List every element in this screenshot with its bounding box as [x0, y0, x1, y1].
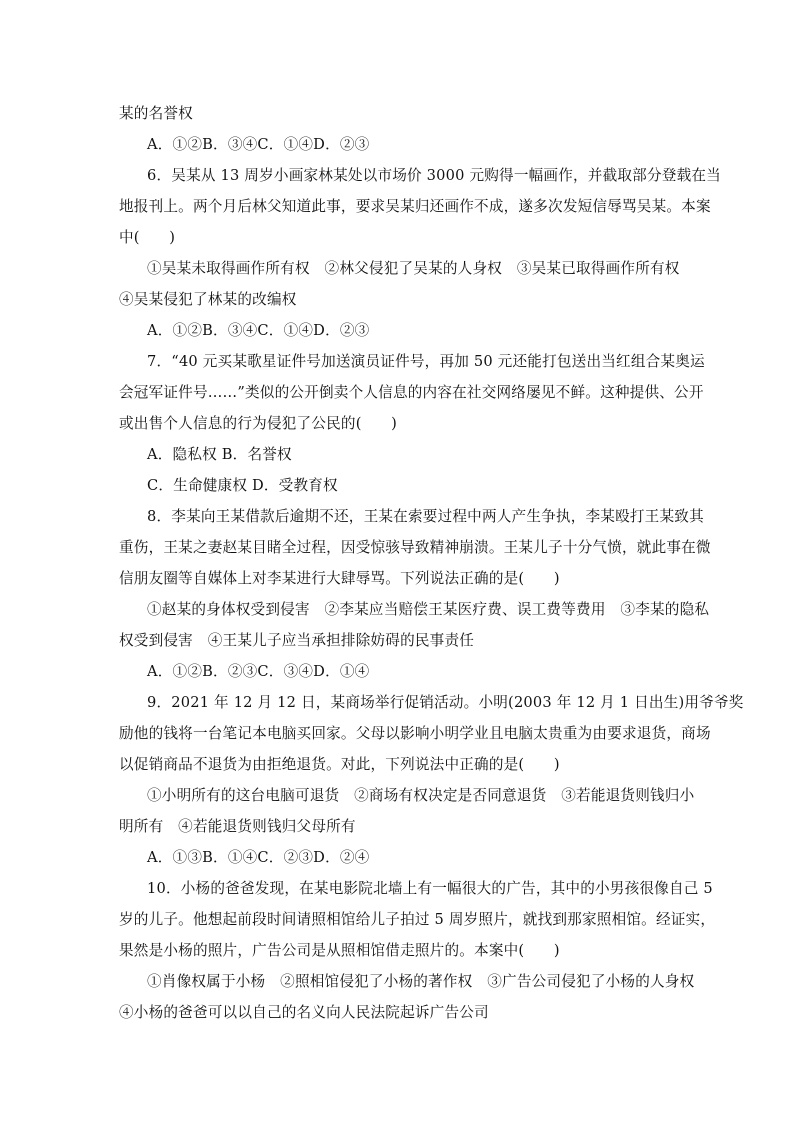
text-line: 或出售个人信息的行为侵犯了公民的( ) [119, 415, 398, 432]
text-line: 重伤，王某之妻赵某目睹全过程，因受惊骇导致精神崩溃。王某儿子十分气愤，就此事在微 [119, 539, 711, 556]
statement-line: 明所有 ④若能退货则钱归父母所有 [119, 818, 356, 835]
question-7: 7．“40 元买某歌星证件号加送演员证件号，再加 50 元还能打包送出当红组合某奥运 [147, 353, 705, 370]
text-line: 中( ) [119, 229, 176, 246]
text-line: 果然是小杨的照片，广告公司是从照相馆借走照片的。本案中( ) [119, 942, 560, 959]
statement-line: ①赵某的身体权受到侵害 ②李某应当赔偿王某医疗费、误工费等费用 ③李某的隐私 [147, 601, 710, 618]
statement-line: ④小杨的爸爸可以以自己的名义向人民法院起诉广告公司 [119, 1004, 489, 1021]
answer-options: A．①③B．①④C．②③D．②④ [147, 849, 370, 866]
text-line: 某的名誉权 [119, 105, 193, 122]
answer-options: C．生命健康权 D．受教育权 [147, 477, 338, 494]
text-line: 励他的钱将一台笔记本电脑买回家。父母以影响小明学业且电脑太贵重为由要求退货，商场 [119, 725, 711, 742]
statement-line: ①吴某未取得画作所有权 ②林父侵犯了吴某的人身权 ③吴某已取得画作所有权 [147, 260, 680, 277]
statement-line: 权受到侵害 ④王某儿子应当承担排除妨碍的民事责任 [119, 632, 475, 649]
statement-line: ④吴某侵犯了林某的改编权 [119, 291, 297, 308]
text-line: 信朋友圈等自媒体上对李某进行大肆辱骂。下列说法正确的是( ) [119, 570, 560, 587]
text-line: 岁的儿子。他想起前段时间请照相馆给儿子拍过 5 周岁照片，就找到那家照相馆。经证实， [119, 911, 716, 928]
statement-line: ①肖像权属于小杨 ②照相馆侵犯了小杨的著作权 ③广告公司侵犯了小杨的人身权 [147, 973, 695, 990]
text-line: 以促销商品不退货为由拒绝退货。对此，下列说法中正确的是( ) [119, 756, 560, 773]
question-9: 9．2021 年 12 月 12 日，某商场举行促销活动。小明(2003 年 12 月 1 日出生)用爷爷奖 [147, 694, 744, 711]
answer-options: A．隐私权 B．名誉权 [147, 446, 292, 463]
question-10: 10．小杨的爸爸发现，在某电影院北墙上有一幅很大的广告，其中的小男孩很像自己 5 [147, 880, 713, 897]
question-6: 6．吴某从 13 周岁小画家林某处以市场价 3000 元购得一幅画作，并截取部分登载在当 [147, 167, 721, 184]
text-line: 会冠军证件号……”类似的公开倒卖个人信息的内容在社交网络屡见不鲜。这种提供、公开 [119, 384, 704, 401]
answer-options: A．①②B．③④C．①④D．②③ [147, 322, 370, 339]
answer-options: A．①②B．②③C．③④D．①④ [147, 663, 370, 680]
answer-options: A．①②B．③④C．①④D．②③ [147, 136, 370, 153]
text-line: 地报刊上。两个月后林父知道此事，要求吴某归还画作不成，遂多次发短信辱骂吴某。本案 [119, 198, 711, 215]
statement-line: ①小明所有的这台电脑可退货 ②商场有权决定是否同意退货 ③若能退货则钱归小 [147, 787, 695, 804]
question-8: 8．李某向王某借款后逾期不还，王某在索要过程中两人产生争执，李某殴打王某致其 [147, 508, 704, 525]
